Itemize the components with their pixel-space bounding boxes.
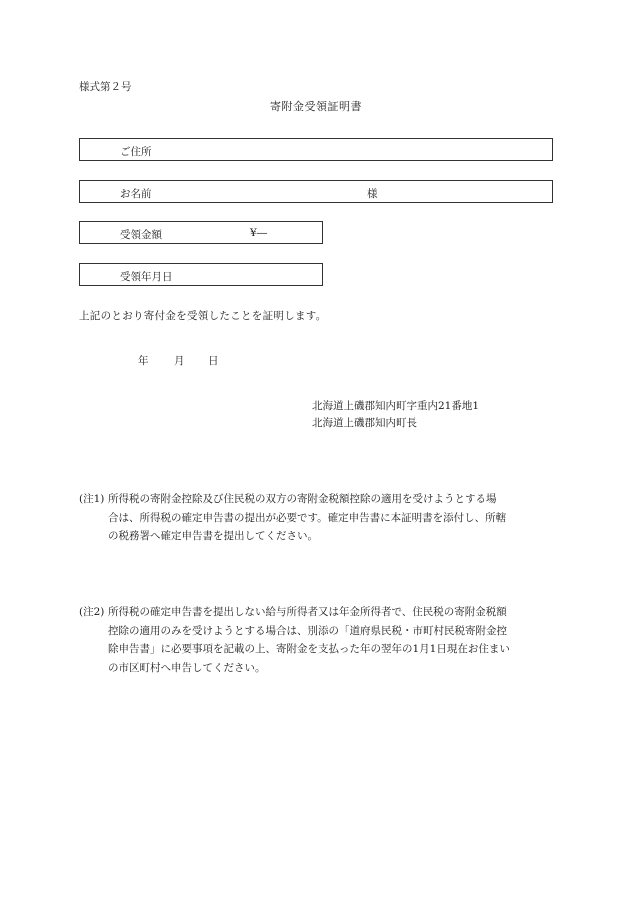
address-label: ご住所 xyxy=(120,146,152,158)
issue-date-month: 月 xyxy=(174,355,185,367)
name-honorific: 様 xyxy=(367,188,378,200)
form-number: 様式第２号 xyxy=(79,81,132,93)
note-2-line-3: 除申告書」に必要事項を記載の上、寄附金を支払った年の翌年の1月1日現在お住まい xyxy=(108,643,510,655)
note-1-mark: (注1) xyxy=(79,493,105,505)
note-2-line-2: 控除の適用のみを受けようとする場合は、別添の「道府県民税・市町村民税寄附金控 xyxy=(108,624,507,637)
amount-field[interactable] xyxy=(79,221,323,244)
name-field[interactable] xyxy=(79,180,553,203)
issuer-address: 北海道上磯郡知内町字重内21番地1 xyxy=(312,400,480,412)
note-1-line-2: 合は、所得税の確定申告書の提出が必要です。確定申告書に本証明書を添付し、所轄 xyxy=(108,511,507,524)
issuer-title: 北海道上磯郡知内町長 xyxy=(312,417,417,429)
name-label: お名前 xyxy=(120,188,152,200)
note-2 xyxy=(79,603,553,677)
received-date-label: 受領年月日 xyxy=(120,271,173,283)
issue-date-year: 年 xyxy=(138,355,149,367)
certification-statement: 上記のとおり寄付金を受領したことを証明します。 xyxy=(79,310,327,322)
note-2-mark: (注2) xyxy=(79,606,105,618)
amount-value: ¥― xyxy=(250,227,268,239)
note-1-line-3: の税務署へ確定申告書を提出してください。 xyxy=(108,530,318,542)
issue-date-day: 日 xyxy=(208,355,219,367)
received-date-field[interactable] xyxy=(79,263,323,286)
note-1-line-1: 所得税の寄附金控除及び住民税の双方の寄附金税額控除の適用を受けようとする場 xyxy=(108,493,497,505)
note-2-line-4: の市区町村へ申告してください。 xyxy=(108,661,266,674)
note-2-line-1: 所得税の確定申告書を提出しない給与所得者又は年金所得者で、住民税の寄附金税額 xyxy=(108,606,507,618)
amount-label: 受領金額 xyxy=(120,229,162,241)
address-field[interactable] xyxy=(79,138,553,161)
document-title: 寄附金受領証明書 xyxy=(270,100,362,113)
note-1 xyxy=(79,490,553,546)
